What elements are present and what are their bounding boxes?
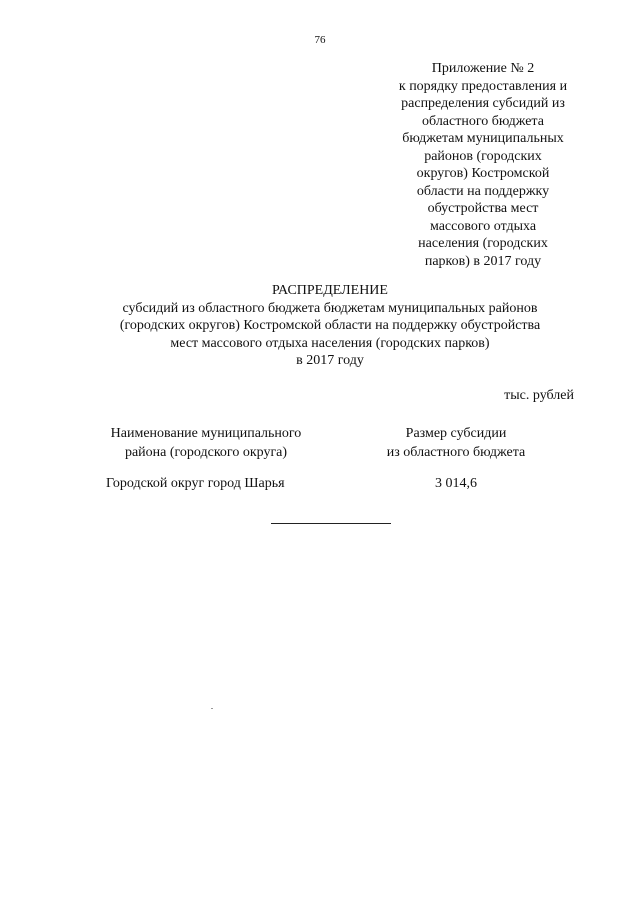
page-number: 76 [314,34,326,46]
end-divider [271,523,391,524]
scan-speck [211,708,213,709]
appendix-line: областного бюджета [422,113,544,129]
title-line: мест массового отдыха населения (городских парков) [170,335,490,351]
appendix-line: населения (городских [418,236,548,251]
appendix-note [378,60,588,270]
units-label: тыс. рублей [504,388,574,403]
appendix-line: области на поддержку [416,183,550,199]
title-line: (городских округов) Костромской области на поддержку обустройства [119,318,541,333]
column-header-name [96,424,316,462]
column-header-amount [346,424,566,462]
appendix-line: Приложение № 2 [431,61,535,76]
appendix-line: районов (городских [424,148,542,164]
table-row-name: Городской округ город Шарья [106,476,285,491]
appendix-line: округов) Костромской [416,166,550,181]
appendix-line: обустройства мест [427,201,539,216]
title-line: в 2017 году [296,353,364,368]
column-header-line: района (городского округа) [124,445,288,460]
table-row-value: 3 014,6 [435,476,477,491]
appendix-line: бюджетам муниципальных [402,131,564,146]
appendix-line: парков) в 2017 году [424,253,542,269]
title-heading: РАСПРЕДЕЛЕНИЕ [272,283,388,298]
title-line: субсидий из областного бюджета бюджетам муниципальных районов [122,300,538,316]
appendix-line: массового отдыха [429,218,537,234]
appendix-line: к порядку предоставления и [398,78,568,94]
appendix-line: распределения субсидий из [401,96,565,111]
column-header-line: Наименование муниципального [110,426,302,441]
document-title [60,282,600,370]
column-header-line: из областного бюджета [386,445,526,460]
column-header-line: Размер субсидии [405,426,507,441]
